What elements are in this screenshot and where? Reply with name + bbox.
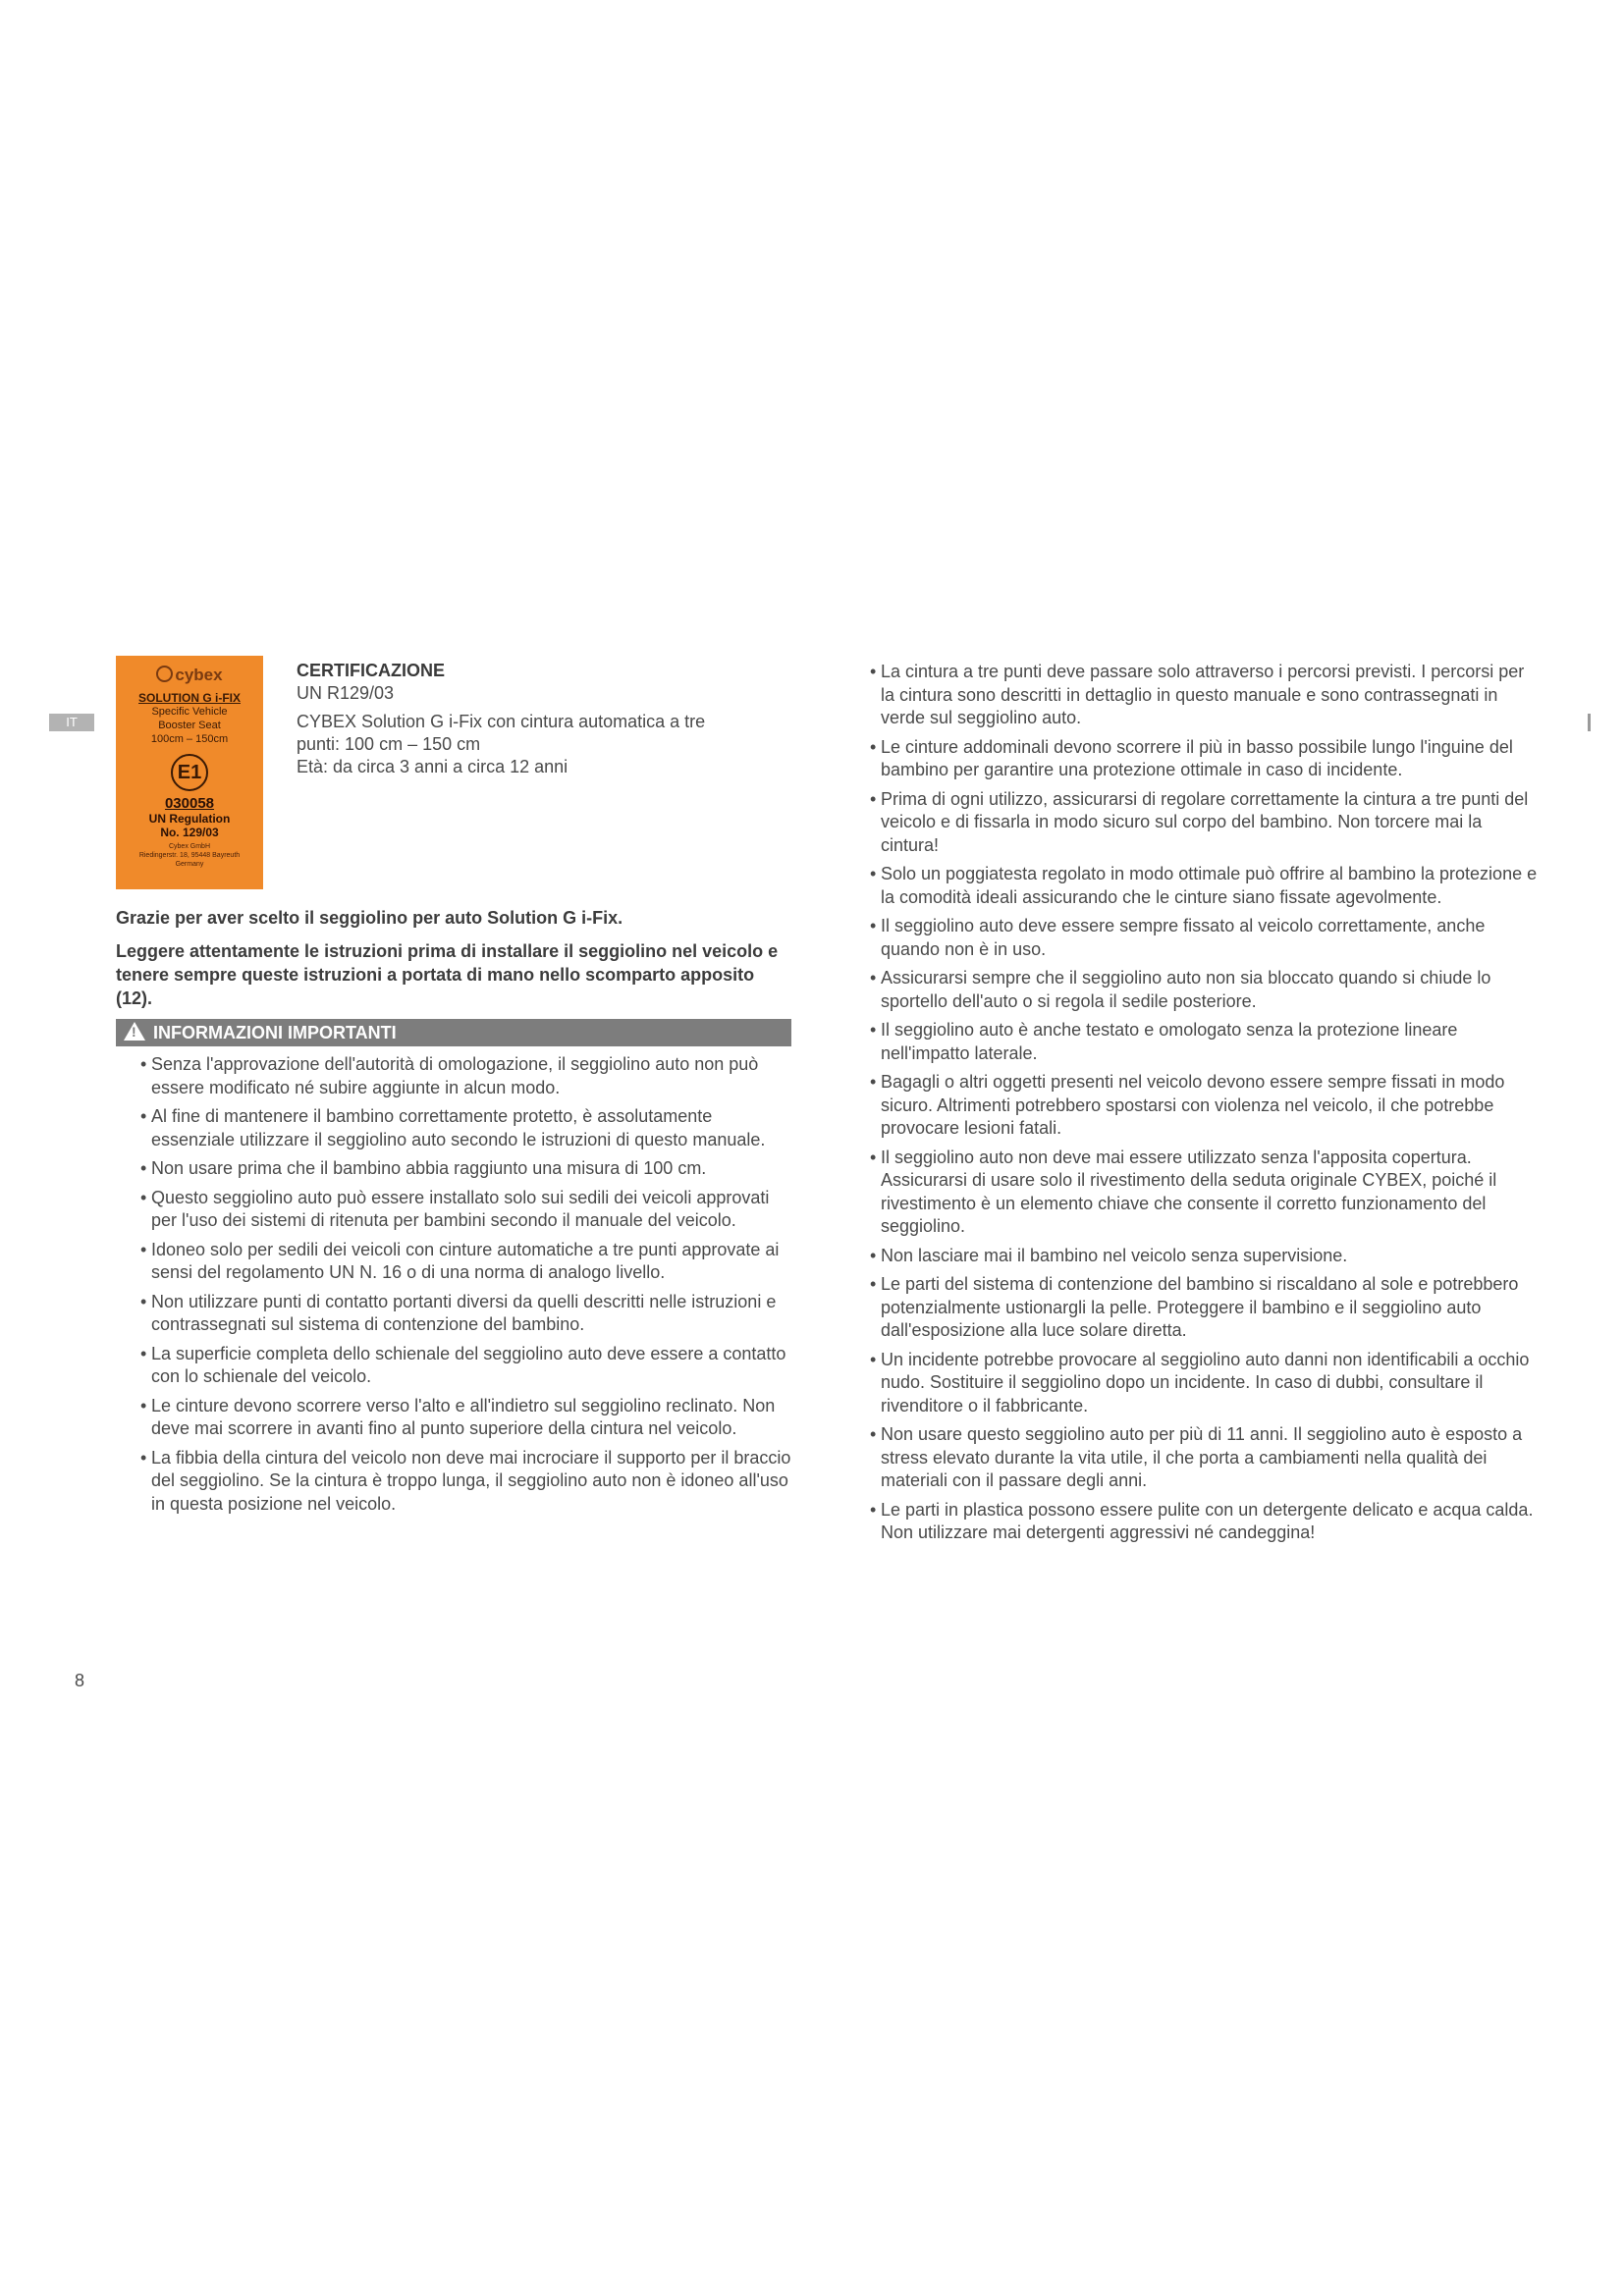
certification-label-image (116, 656, 263, 889)
list-item: • Le cinture addominali devono scorrere il più in basso possibile lungo l'inguine del bambino per garantire una protezione ottimale in caso di incidente. (877, 736, 1540, 782)
cybex-logo-icon (156, 666, 173, 682)
manufacturer-line: Riedingerstr. 18, 95448 Bayreuth (138, 852, 241, 859)
page-number: 8 (75, 1671, 85, 1690)
page-edge-marker (1588, 714, 1591, 731)
manufacturer-line: Germany (175, 861, 204, 868)
list-item: • La fibbia della cintura del veicolo non deve mai incrociare il supporto per il braccio del seggiolino. Se la cintura è troppo lunga, il seggiolino auto non è idoneo all'uso in questa posizione nel veicolo. (147, 1447, 795, 1517)
certification-heading: CERTIFICAZIONE (297, 661, 445, 680)
e-mark-icon: E1 (171, 754, 208, 791)
list-item: • Bagagli o altri oggetti presenti nel veicolo devono essere sempre fissati in modo sicuro. Altrimenti potrebbero spostarsi con violenza nel veicolo, il che potrebbe provocare lesioni fatali. (877, 1071, 1540, 1141)
certification-standard: UN R129/03 (297, 683, 395, 703)
manufacturer-address (116, 842, 263, 869)
intro-read-instructions: Leggere attentamente le istruzioni prima di installare il seggiolino nel veicolo e tenere sempre queste istruzioni a portata di mano nello scomparto apposito (12). (116, 941, 779, 1008)
intro-block (116, 906, 793, 1020)
list-item: • Senza l'approvazione dell'autorità di omologazione, il seggiolino auto non può essere modificato né subire aggiunte in alcun modo. (147, 1053, 795, 1099)
important-info-heading: INFORMAZIONI IMPORTANTI (153, 1023, 397, 1042)
list-item: • Non usare questo seggiolino auto per più di 11 anni. Il seggiolino auto è esposto a stress elevato durante la vita utile, il che porta a cambiamenti nella qualità dei materiali con il passare degli anni. (877, 1423, 1540, 1493)
list-item: • Idoneo solo per sedili dei veicoli con cinture automatiche a tre punti approvate ai sensi del regolamento UN N. 16 o di una norma di analogo livello. (147, 1239, 795, 1285)
list-item: • Non utilizzare punti di contatto portanti diversi da quelli descritti nelle istruzioni e contrassegnati sul sistema di contenzione del bambino. (147, 1291, 795, 1337)
list-item: • La cintura a tre punti deve passare solo attraverso i percorsi previsti. I percorsi per la cintura sono descritti in dettaglio in questo manuale e sono contrassegnati in verde sul seggiolino auto. (877, 661, 1540, 730)
certification-block (297, 660, 758, 778)
certification-belt-line: punti: 100 cm – 150 cm (297, 734, 481, 754)
list-item: • Non usare prima che il bambino abbia raggiunto una misura di 100 cm. (147, 1157, 795, 1181)
approval-number: 030058 (164, 795, 215, 812)
left-column-list (147, 1053, 795, 1522)
list-item: • Le parti del sistema di contenzione del bambino si riscaldano al sole e potrebbero potenzialmente ustionargli la pelle. Proteggere il bambino e il seggiolino auto dall'esposizione alla luce solare diretta. (877, 1273, 1540, 1343)
label-line: Specific Vehicle (151, 706, 228, 718)
list-item: • Solo un poggiatesta regolato in modo ottimale può offrire al bambino la protezione e la comodità ideali assicurando che le cinture siano fissate agevolmente. (877, 863, 1540, 909)
regulation-line: UN Regulation (148, 812, 231, 826)
label-line: Booster Seat (158, 720, 221, 731)
warning-icon (124, 1022, 145, 1041)
right-column-list (877, 661, 1540, 1551)
list-item: • Il seggiolino auto deve essere sempre fissato al veicolo correttamente, anche quando non è in uso. (877, 915, 1540, 961)
important-info-heading-bar (116, 1019, 791, 1046)
language-tab: IT (49, 714, 94, 731)
list-item: • Le cinture devono scorrere verso l'alto e all'indietro sul seggiolino reclinato. Non deve mai scorrere in avanti fino al punto superiore della cintura nel veicolo. (147, 1395, 795, 1441)
label-model: SOLUTION G i-FIX (138, 691, 241, 705)
list-item: • La superficie completa dello schienale del seggiolino auto deve essere a contatto con lo schienale del veicolo. (147, 1343, 795, 1389)
list-item: • Prima di ogni utilizzo, assicurarsi di regolare correttamente la cintura a tre punti del veicolo e di fissarla in modo sicuro sul corpo del bambino. Non torcere mai la cintura! (877, 788, 1540, 858)
list-item: • Non lasciare mai il bambino nel veicolo senza supervisione. (877, 1245, 1540, 1268)
list-item: • Questo seggiolino auto può essere installato solo sui sedili dei veicoli approvati per l'uso dei sistemi di ritenuta per bambini secondo il manuale del veicolo. (147, 1187, 795, 1233)
list-item: • Un incidente potrebbe provocare al seggiolino auto danni non identificabili a occhio nudo. Sostituire il seggiolino dopo un incidente. In caso di dubbi, consultare il rivenditore o il fabbricante. (877, 1349, 1540, 1418)
certification-age: Età: da circa 3 anni a circa 12 anni (297, 757, 568, 776)
list-item: • Al fine di mantenere il bambino correttamente protetto, è assolutamente essenziale utilizzare il seggiolino auto secondo le istruzioni di questo manuale. (147, 1105, 795, 1151)
label-line: 100cm – 150cm (150, 733, 229, 745)
intro-thanks: Grazie per aver scelto il seggiolino per auto Solution G i-Fix. (116, 908, 623, 928)
brand-text: cybex (175, 666, 223, 684)
list-item: • Il seggiolino auto non deve mai essere utilizzato senza l'apposita copertura. Assicurarsi di usare solo il rivestimento della seduta originale CYBEX, poiché il rivestimento è un elemento chiave che consente il corretto funzionamento del seggiolino. (877, 1147, 1540, 1239)
certification-belt-line: CYBEX Solution G i-Fix con cintura automatica a tre (297, 712, 706, 731)
list-item: • Assicurarsi sempre che il seggiolino auto non sia bloccato quando si chiude lo sportello dell'auto o si regola il sedile posteriore. (877, 967, 1540, 1013)
cybex-logo (116, 666, 263, 685)
list-item: • Le parti in plastica possono essere pulite con un detergente delicato e acqua calda. Non utilizzare mai detergenti aggressivi né candeggina! (877, 1499, 1540, 1545)
list-item: • Il seggiolino auto è anche testato e omologato senza la protezione lineare nell'impatto laterale. (877, 1019, 1540, 1065)
manufacturer-line: Cybex GmbH (168, 843, 210, 850)
regulation-line: No. 129/03 (160, 826, 219, 839)
